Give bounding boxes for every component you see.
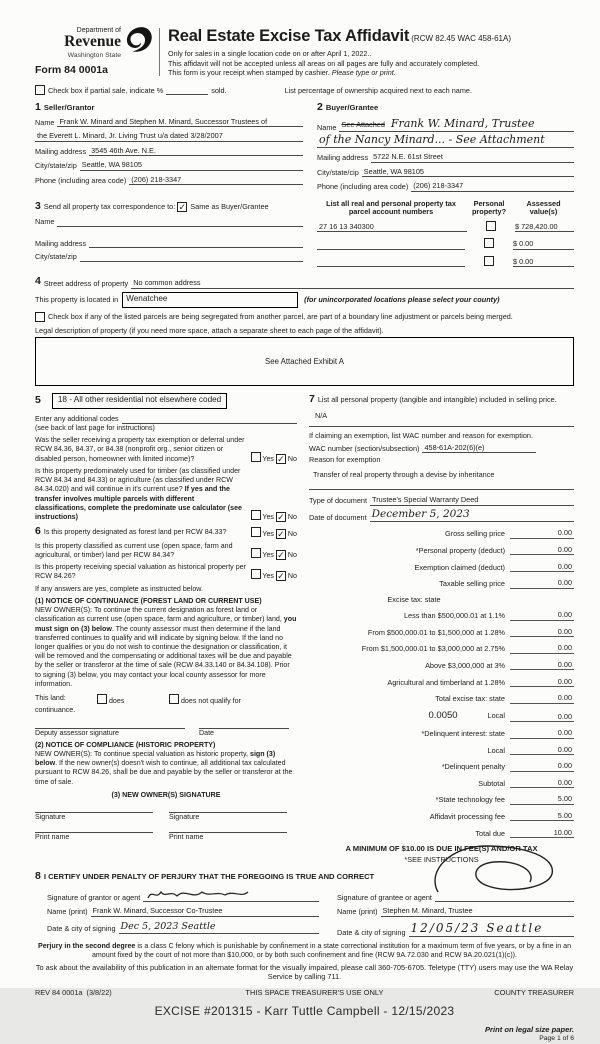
seller-phone-label: Phone (including area code)	[35, 175, 127, 185]
grantee-print-name[interactable]: Stephen M. Minard, Trustee	[381, 906, 574, 916]
seller-mailing-label: Mailing address	[35, 146, 87, 156]
signature-label-1: Signature	[35, 813, 66, 822]
taxable-selling-price-value[interactable]: 0.00	[510, 578, 574, 588]
delinquent-interest-state-label: *Delinquent interest: state	[421, 729, 505, 739]
section4-number: 4	[35, 274, 41, 287]
section2-heading: Buyer/Grantee	[325, 103, 379, 113]
corr-name-field[interactable]	[57, 226, 303, 227]
deputy-assessor-label: Deputy assessor signature	[35, 728, 119, 737]
seller-phone-value: (206) 218-3347	[129, 175, 303, 185]
treasurer-row	[35, 988, 574, 998]
s5q1-no-checkbox[interactable]: ✓	[277, 453, 285, 464]
buyer-city-value: Seattle, WA 98105	[362, 167, 574, 177]
dor-logo-block	[35, 26, 153, 78]
revenue-wordmark: Revenue	[64, 33, 121, 51]
tier2-value[interactable]: 0.00	[510, 627, 574, 637]
gross-selling-price-label: Gross selling price	[444, 529, 505, 539]
parcel-number-3[interactable]	[317, 266, 465, 267]
historic-property-question: Is this property receiving special valuation as historical property per RCW 84.26?	[35, 563, 246, 581]
gross-selling-price-value[interactable]: 0.00	[510, 528, 574, 538]
buyer-phone-value: (206) 218-3347	[411, 181, 574, 191]
section5-number: 5	[35, 394, 41, 407]
revenue-swirl-icon	[123, 26, 153, 60]
tier1-value[interactable]: 0.00	[510, 610, 574, 620]
minimum-due-note: A MINIMUM OF $10.00 IS DUE IN FEE(S) AND/OR TAX	[345, 844, 538, 854]
corr-mailing-field[interactable]	[89, 247, 303, 248]
section2-number: 2	[317, 101, 323, 114]
continuance-label: continuance.	[35, 706, 76, 715]
state-technology-fee-value[interactable]: 5.00	[510, 794, 574, 804]
wac-number-label: WAC number (section/subsection)	[309, 443, 420, 453]
legal-description-label: Legal description of property (if you need more space, attach a separate sheet to each page of the affidavit).	[35, 325, 384, 335]
compliance-heading: (2) NOTICE OF COMPLIANCE (HISTORIC PROPERTY)	[35, 740, 216, 749]
s6q1-no-checkbox[interactable]: ✓	[277, 528, 285, 539]
located-in-label: This property is located in	[35, 294, 119, 304]
if-yes-note: If any answers are yes, complete as instructed below.	[35, 584, 203, 593]
wac-number-value[interactable]: 458-61A-202(6)(e)	[422, 443, 536, 453]
delinquent-penalty-label: *Delinquent penalty	[441, 762, 505, 772]
s5q1-yes-checkbox[interactable]	[251, 452, 261, 462]
tier1-label: Less than $500,000.01 at 1.1%	[403, 611, 505, 621]
grantee-print-label: Name (print)	[337, 907, 378, 917]
print-name-label-1: Print name	[35, 833, 70, 842]
parcel-row	[317, 238, 574, 249]
personal-property-checkbox-3[interactable]	[484, 256, 494, 266]
parcel-number-2[interactable]	[317, 249, 465, 250]
parcel-row	[317, 256, 574, 267]
use-code-section	[35, 393, 297, 409]
grantee-signature-label: Signature of grantee or agent	[337, 892, 432, 902]
this-land-label: This land:	[35, 694, 66, 703]
seller-name-label: Name	[35, 117, 55, 127]
parties-row	[35, 101, 574, 192]
grantor-signature-field[interactable]	[143, 888, 319, 902]
parcel-col2-header: Personal	[473, 198, 505, 208]
partial-sale-label: Check box if partial sale, indicate %	[48, 85, 164, 95]
street-address-value[interactable]: No common address	[131, 278, 574, 288]
exemption-note: If claiming an exemption, list WAC number and reason for exemption.	[309, 431, 534, 441]
tier4-value[interactable]: 0.00	[510, 660, 574, 670]
seller-grantor-section	[35, 101, 303, 192]
grantor-print-name[interactable]: Frank W. Minard, Successor Co-Trustee	[91, 906, 319, 916]
total-due-value[interactable]: 10.00	[510, 828, 574, 838]
section1-heading: Seller/Grantor	[43, 103, 95, 113]
grantee-signing-block	[337, 884, 574, 937]
timber-agriculture-question: Is this property predominately used for timber (as classified under RCW 84.34 and 84.33) or agriculture (as classified under RCW 84.34.020) and will continue in it's current use?	[35, 466, 241, 494]
ownership-percent-note: List percentage of ownership acquired next to each name.	[284, 85, 473, 95]
buyer-name-handwritten-2: of the Nancy Minard... - See Attachment	[317, 133, 574, 148]
buyer-name-handwritten-1: Frank W. Minard, Trustee	[390, 116, 535, 130]
same-as-buyer-label: Same as Buyer/Grantee	[190, 201, 269, 211]
segregated-checkbox[interactable]	[35, 312, 45, 322]
section3-number: 3	[35, 199, 41, 212]
deputy-date-label: Date	[199, 728, 214, 737]
forest-land-question-row: 6 Is this property designated as forest land per RCW 84.33? Yes ✓ No	[35, 525, 297, 539]
page-number: Page 1 of 6	[539, 1035, 574, 1042]
s6q2-yes-checkbox[interactable]	[251, 548, 261, 558]
local-tax-value[interactable]: 0.00	[510, 712, 574, 722]
new-owners-signature-heading: (3) NEW OWNER(S) SIGNATURE	[111, 790, 221, 799]
affidavit-processing-fee-label: Affidavit processing fee	[429, 811, 505, 821]
excise-tax-state-heading: Excise tax: state	[387, 594, 441, 604]
signature-label-2: Signature	[169, 813, 200, 822]
form-number: Form 84 0001a	[35, 64, 108, 77]
s6q2-no-checkbox[interactable]: ✓	[277, 550, 285, 561]
s6q3-no-checkbox[interactable]: ✓	[277, 571, 285, 582]
local-rate-value: 0.0050	[428, 709, 458, 721]
reason-for-exemption-label: Reason for exemption	[309, 455, 381, 465]
title-rcw: (RCW 82.45 WAC 458-61A)	[411, 34, 511, 43]
local-rate-row	[309, 710, 574, 722]
local-label: Local	[487, 710, 505, 720]
located-in-select[interactable]: Wenatchee	[122, 292, 298, 308]
parcel-col3-header: Assessed	[526, 198, 561, 208]
exemption-claimed-value[interactable]: 0.00	[510, 562, 574, 572]
assessed-value-3[interactable]: $ 0.00	[513, 257, 574, 267]
total-excise-state-value[interactable]: 0.00	[510, 693, 574, 703]
delinquent-interest-local-value[interactable]: 0.00	[510, 745, 574, 755]
grantor-signing-block	[35, 884, 319, 937]
subtitle-3: This form is your receipt when stamped by cashier.	[168, 68, 332, 78]
grantor-signature-scribble	[145, 888, 250, 901]
tier4-label: Above $3,000,000 at 3%	[425, 660, 505, 670]
subtitle-2: This affidavit will not be accepted unless all areas on all pages are fully and accurately completed.	[168, 58, 480, 68]
corr-mailing-label: Mailing address	[35, 238, 87, 248]
total-excise-state-label: Total excise tax: state	[435, 694, 505, 704]
buyer-name-struck: See Attached	[341, 119, 385, 129]
buyer-grantee-section	[317, 101, 574, 192]
personal-property-deduct-label: *Personal property (deduct)	[415, 545, 505, 555]
partial-sale-checkbox[interactable]	[35, 85, 45, 95]
certification-heading: I CERTIFY UNDER PENALTY OF PERJURY THAT THE FOREGOING IS TRUE AND CORRECT	[43, 872, 375, 882]
s5q2-no-checkbox[interactable]: ✓	[277, 511, 285, 522]
taxable-selling-price-label: Taxable selling price	[439, 579, 505, 589]
type-of-document-value[interactable]: Trustee's Special Warranty Deed	[370, 495, 574, 505]
parcel-number-1[interactable]: 27 16 13 340300	[317, 222, 467, 232]
partial-sold-label: sold.	[211, 85, 227, 95]
delinquent-interest-state-value[interactable]: 0.00	[510, 728, 574, 738]
parcel-row	[317, 221, 574, 232]
correspondence-parcels-row	[35, 200, 574, 267]
treasurer-use-only-label: THIS SPACE TREASURER'S USE ONLY	[245, 987, 384, 997]
exemption-deferral-question: Was the seller receiving a property tax exemption or deferral under RCW 84.36, 84.37, or 84.38 (nonprofit org., senior citizen or disabled person, homeowner with limited income)?	[35, 436, 245, 463]
date-of-document-label: Date of document	[309, 512, 367, 522]
subtitle-1: Only for sales in a single location code on or after April 1, 2022..	[168, 49, 372, 59]
seller-name-value1: Frank W. Minard and Stephen M. Minard, Successor Trustees of	[57, 117, 303, 127]
certification-section	[35, 870, 574, 937]
title-block	[168, 26, 574, 78]
legal-size-note: Print on legal size paper.	[484, 1025, 574, 1035]
section8-number: 8	[35, 870, 41, 883]
land-does-not-checkbox[interactable]	[169, 694, 179, 704]
buyer-mailing-value: 5722 N.E. 61st Street	[371, 152, 574, 162]
land-qualify-row: This land: does does not qualify for	[35, 694, 241, 706]
page-title: Real Estate Excise Tax Affidavit	[168, 27, 410, 45]
type-of-document-label: Type of document	[309, 496, 368, 506]
tier3-label: From $1,500,000.01 to $3,000,000 at 2.75%	[361, 644, 505, 654]
corr-city-label: City/state/zip	[35, 252, 77, 262]
partial-sale-row	[35, 85, 574, 95]
personal-property-value[interactable]: N/A	[315, 410, 328, 420]
subtotal-label: Subtotal	[478, 778, 505, 788]
grantee-date-value[interactable]: 12/05/23 Seattle	[409, 921, 574, 938]
tier2-label: From $500,000.01 to $1,500,000 at 1.28%	[367, 627, 505, 637]
forest-land-question: Is this property designated as forest land per RCW 84.33?	[43, 528, 227, 537]
assessed-value-2[interactable]: $ 0.00	[513, 239, 574, 249]
section6-number: 6	[35, 525, 41, 538]
corr-city-field[interactable]	[80, 261, 303, 262]
reason-for-exemption-value[interactable]: Transfer of real property through a devise by inheritance	[313, 469, 495, 479]
excise-stamp: EXCISE #201315 - Karr Tuttle Campbell - 12/15/2023	[154, 1003, 455, 1018]
seller-name-value2: the Everett L. Minard, Jr. Living Trust u/a dated 3/28/2007	[35, 131, 303, 141]
seller-city-label: City/state/zip	[35, 161, 77, 171]
s6q3-yes-checkbox[interactable]	[251, 569, 261, 579]
mid-columns	[35, 393, 574, 864]
additional-codes-note: (see back of last page for instructions)	[35, 423, 155, 432]
left-column: 5 18 - All other residential not elsewhere coded Enter any additional codes (see back of last page for instructions) Was the seller receiving a property tax exemption or deferral under RCW 84.36, 84.37, or 84.38 (nonprofit org., senior citizen or disabled person, homeowner with limited income)? Yes ✓ No Is this property predominately used for timber (as classified under RCW 84.34 and 84.33) or agriculture (as classified under RCW 84.34.020) and will continue in it's current use? If yes and the transfer involves multiple parcels with different classifications, complete the predominate use calculator (see instructions) Yes ✓ No 6 Is this property designated as forest land per RCW 84.33? Yes ✓ No Is this property classified as current use (open space, farm and agricultural, or timber) land per RCW 84.34? Yes ✓ No Is this property receiving special valuation as historical property per RCW 84.26? Yes ✓ No If any answers are yes, complete as instructed below. (1) NOTICE OF CONTINUANCE (FOREST LAND OR CURRENT USE) NEW OWNER(S): To continue the current designation as forest land or classification as current use (open space, farm and agriculture, or timber) land, you must sign on (3) below. The county assessor must then determine if the land transferred continues to qualify and will indicate by signing below. If the land no longer qualifies or you do not wish to continue the designation or classification, it will be removed and the compensating or additional taxes will be due and payable by the seller or transferor at the time of sale (RCW 84.33.140 or 84.34.108). Prior to signing (3) below, you may contact your local county assessor for more information. This land: does does not qualify for continuance. Deputy assessor signature Date (2) NOTICE OF COMPLIANCE (HISTORIC PROPERTY) NEW OWNER(S): To continue special valuation as historic property, sign (3) below. If the new owner(s) doesn't wish to continue, all additional tax calculated pursuant to RCW 84.26, shall be due and payable by the seller or transferor at the time of sale. (3) NEW OWNER(S) SIGNATURE Signature Signature Print name Print name	[35, 394, 297, 842]
alt-format-note: To ask about the availability of this publication in an alternate format for the visually impaired, please call 360-705-6705. Teletype (TTY) users may use the WA Relay Service by calling 711.	[35, 962, 574, 982]
date-of-document-value[interactable]: December 5, 2023	[370, 508, 574, 523]
agricultural-timberland-label: Agricultural and timberland at 1.28%	[387, 677, 505, 687]
grantor-signature-label: Signature of grantor or agent	[47, 892, 141, 902]
additional-codes-label: Enter any additional codes	[35, 414, 119, 423]
continuance-heading: (1) NOTICE OF CONTINUANCE (FOREST LAND OR CURRENT USE)	[35, 596, 262, 605]
form-header	[35, 26, 574, 78]
land-use-code-box[interactable]: 18 - All other residential not elsewhere coded	[52, 393, 227, 409]
personal-property-deduct-value[interactable]: 0.00	[510, 545, 574, 555]
seller-mailing-value: 3545 46th Ave. N.E.	[89, 146, 303, 156]
subtitle-3-italic: Please type or print.	[331, 68, 396, 78]
agricultural-timberland-value[interactable]: 0.00	[510, 677, 574, 687]
state-technology-fee-label: *State technology fee	[435, 795, 505, 805]
tax-correspondence-section	[35, 200, 303, 267]
corr-name-label: Name	[35, 217, 55, 227]
header-divider	[159, 28, 160, 76]
delinquent-interest-local-label: Local	[487, 745, 505, 755]
right-column	[309, 393, 574, 864]
land-does-checkbox[interactable]	[97, 694, 107, 704]
parcel-table: List all real and personal property tax parcel account numbers Personal property? Assessed value(s) 27 16 13 340300 $ 728,420.00 $ 0.00 $ 0.00	[317, 200, 574, 267]
section3-intro: Send all property tax correspondence to:	[43, 201, 176, 211]
partial-percent-field[interactable]	[166, 94, 208, 95]
legal-description-box[interactable]	[35, 337, 574, 386]
total-due-label: Total due	[475, 828, 505, 838]
see-instructions-note: *SEE INSTRUCTIONS	[404, 854, 479, 864]
s5q2-yes-checkbox[interactable]	[251, 510, 261, 520]
property-location-section	[35, 275, 574, 386]
delinquent-penalty-value[interactable]: 0.00	[510, 761, 574, 771]
grantee-signature-scribble	[424, 840, 564, 898]
same-as-buyer-checkbox[interactable]: ✓	[178, 201, 187, 212]
dept-of-label: Department of	[76, 27, 121, 34]
personal-property-checkbox-2[interactable]	[484, 238, 494, 248]
tier3-value[interactable]: 0.00	[510, 643, 574, 653]
county-treasurer-label: COUNTY TREASURER	[494, 987, 574, 997]
print-name-label-2: Print name	[169, 833, 204, 842]
personal-property-checkbox-1[interactable]	[486, 221, 496, 231]
grantor-date-value[interactable]: Dec 5, 2023 Seattle	[119, 921, 319, 934]
washington-state-label: Washington State	[67, 51, 121, 59]
section1-number: 1	[35, 101, 41, 114]
affidavit-processing-fee-value[interactable]: 5.00	[510, 811, 574, 821]
buyer-mailing-label: Mailing address	[317, 153, 369, 163]
personal-property-intro: List all personal property (tangible and intangible) included in selling price.	[317, 395, 557, 405]
buyer-phone-label: Phone (including area code)	[317, 182, 409, 192]
rev-number: REV 84 0001a	[35, 987, 83, 997]
continuance-paragraph: NEW OWNER(S): To continue the current designation as forest land or classification as current use (open space, farm and agriculture, or timber) land, you must sign on (3) below. The county assessor must then determine if the land transferred continues to qualify and will indicate by signing below. If the land no longer qualifies or you do not wish to continue the designation or classification, it will be removed and the compensating or additional taxes will be due and payable by the seller or transferor at the time of sale (RCW 84.33.140 or 84.34.108). Prior to signing (3) below, you may contact your local county assessor for more information.	[35, 606, 297, 688]
current-use-question: Is this property classified as current use (open space, farm and agricultural, or timber) land per RCW 84.34?	[35, 541, 233, 560]
perjury-note: Perjury in the second degree is a class C felony which is punishable by confinement in a state correctional institution for a maximum term of five years, or by a fine in an amount fixed by the court of not more than $10,000, or by both such confinement and fine (RCW 9A.72.030 and RCW 9A.20.021(1)(c)).	[37, 942, 572, 960]
compliance-paragraph: NEW OWNER(S): To continue special valuation as historic property, sign (3) below. If the new owner(s) doesn't wish to continue, all additional tax calculated pursuant to RCW 84.26, shall be due and payable by the seller or transferor at the time of sale.	[35, 749, 293, 786]
seller-city-value: Seattle, WA 98105	[80, 160, 303, 170]
grantee-date-label: Date & city of signing	[337, 927, 406, 937]
buyer-city-label: City/state/cip	[317, 167, 359, 177]
street-address-label: Street address of property	[43, 279, 129, 289]
legal-description-value: See Attached Exhibit A	[265, 356, 344, 366]
grantor-date-label: Date & city of signing	[47, 924, 116, 934]
exemption-claimed-label: Exemption claimed (deduct)	[414, 562, 505, 572]
buyer-name-label: Name	[317, 122, 337, 132]
section7-number: 7	[309, 393, 315, 406]
rev-date: (3/8/22)	[86, 987, 112, 997]
unincorporated-note: (for unincorporated locations please select your county)	[304, 294, 500, 304]
assessed-value-1[interactable]: $ 728,420.00	[515, 222, 574, 232]
segregated-label: Check box if any of the listed parcels are being segregated from another parcel, are part of a boundary line adjustment or parcels being merged.	[48, 311, 513, 321]
s6q1-yes-checkbox[interactable]	[251, 527, 261, 537]
parcel-col1-header: List all real and personal property tax	[326, 198, 456, 208]
subtotal-value[interactable]: 0.00	[510, 778, 574, 788]
grantor-print-label: Name (print)	[47, 907, 88, 917]
